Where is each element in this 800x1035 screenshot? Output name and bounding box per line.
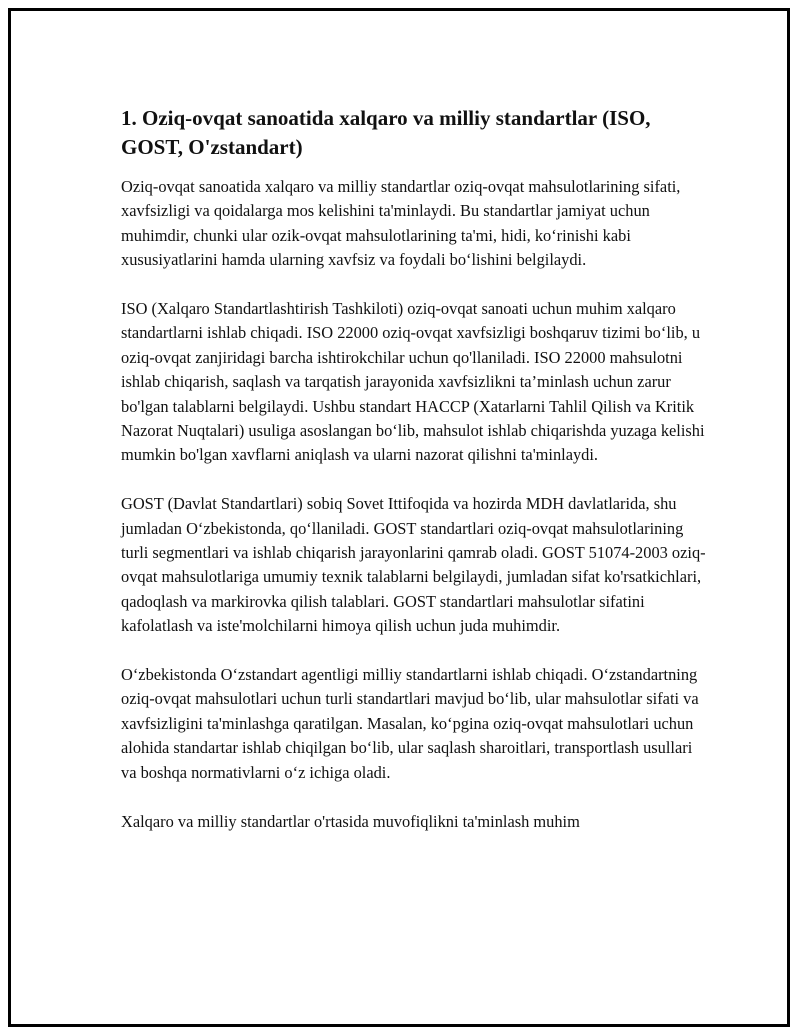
page-frame: [8, 8, 790, 1027]
paragraph-intro: Oziq-ovqat sanoatida xalqaro va milliy standartlar oziq-ovqat mahsulotlarining sifati, xavfsizligi va qoidalarga mos kelishini ta'minlaydi. Bu standartlar jamiyat uchun muhimdir, chunki ular ozik-ovqat mahsulotlarining ta'mi, hidi, ko‘rinishi kabi xususiyatlarini hamda ularning xavfsiz va foydali bo‘lishini belgilaydi.: [121, 177, 681, 270]
paragraph-ozstandart: O‘zbekistonda O‘zstandart agentligi milliy standartlarni ishlab chiqadi. O‘zstandartning oziq-ovqat mahsulotlari uchun turli standartlari mavjud bo‘lib, ular mahsulotlar sifati va xavfsizligini ta'minlashga qaratilgan. Masalan, ko‘pgina oziq-ovqat mahsulotlari uchun alohida standartar ishlab chiqilgan bo‘lib, ular saqlash sharoitlari, transportlash usullari va boshqa normativlarni o‘z ichiga oladi.: [121, 665, 699, 782]
paragraph-iso: ISO (Xalqaro Standartlashtirish Tashkiloti) oziq-ovqat sanoati uchun muhim xalqaro standartlarni ishlab chiqadi. ISO 22000 oziq-ovqat xavfsizligi boshqaruv tizimi bo‘lib, u oziq-ovqat zanjiridagi barcha ishtirokchilar uchun qo'llaniladi. ISO 22000 mahsulotni ishlab chiqarish, saqlash va tarqatish jarayonida xavfsizlikni ta’minlash uchun zarur bo'lgan talablarni belgilaydi. Ushbu standart HACCP (Xatarlarni Tahlil Qilish va Kritik Nazorat Nuqtalari) usuliga asoslangan bo‘lib, mahsulot ishlab chiqarishda yuzaga kelishi mumkin bo'lgan xavflarni aniqlash va ularni nazorat qilishni ta'minlaydi.: [121, 299, 705, 465]
paragraph-gost: GOST (Davlat Standartlari) sobiq Sovet Ittifoqida va hozirda MDH davlatlarida, shu jumladan O‘zbekistonda, qo‘llaniladi. GOST standartlari oziq-ovqat mahsulotlarining turli segmentlari va ishlab chiqarish jarayonlarini qamrab oladi. GOST 51074-2003 oziq-ovqat mahsulotlariga umumiy texnik talablarni belgilaydi, jumladan sifat ko'rsatkichlari, qadoqlash va markirovka qilish talablari. GOST standartlari mahsulotlar sifatini kafolatlash va iste'molchilarni himoya qilish uchun juda muhimdir.: [121, 494, 706, 636]
section-heading: 1. Oziq-ovqat sanoatida xalqaro va milliy standartlar (ISO, GOST, O'zstandart): [121, 106, 651, 159]
document-body: [121, 104, 706, 858]
paragraph-conclusion: Xalqaro va milliy standartlar o'rtasida muvofiqlikni ta'minlash muhim: [121, 811, 580, 831]
